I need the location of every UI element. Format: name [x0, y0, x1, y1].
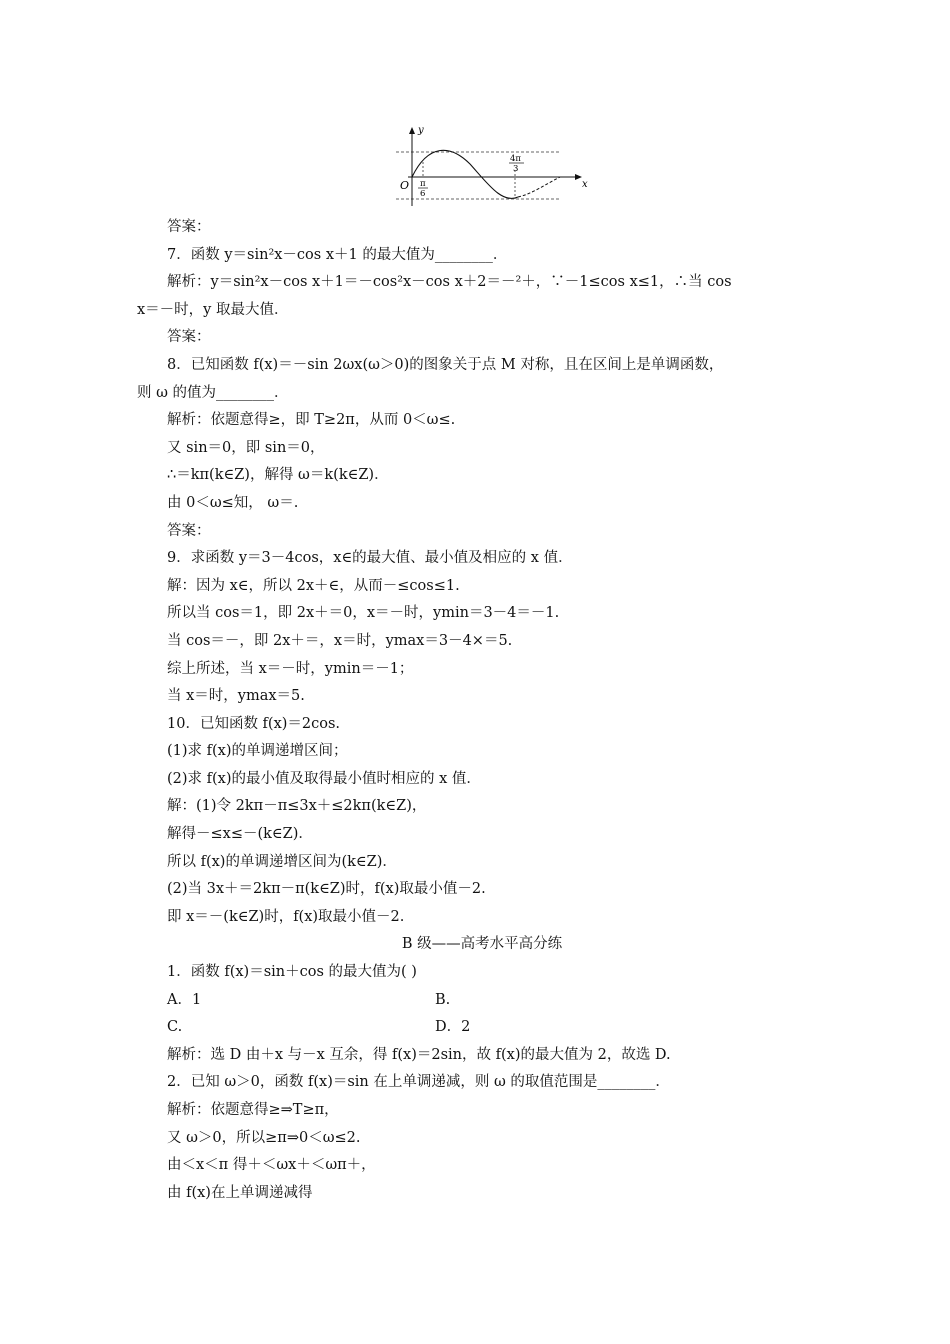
text-line: ∴＝kπ(k∈Z)，解得 ω＝k(k∈Z)．	[167, 467, 389, 484]
text-line: 所以当 cos＝1，即 2x＋＝0，x＝－时，ymin＝3－4＝－1.	[167, 605, 560, 622]
option-d: D．2	[435, 1019, 471, 1036]
option-b: B.	[435, 991, 451, 1008]
text-line: 10．已知函数 f(x)＝2cos.	[167, 715, 341, 732]
document-body	[137, 214, 827, 1207]
text-line: (2)当 3x＋＝2kπ－π(k∈Z)时，f(x)取最小值－2.	[167, 881, 486, 898]
text-line: 由 f(x)在上单调递减得	[167, 1184, 313, 1201]
text-line: 答案：	[167, 219, 211, 235]
text-line: 当 x＝时，ymax＝5.	[167, 688, 305, 705]
text-line: 9．求函数 y＝3－4cos，x∈的最大值、最小值及相应的 x 值．	[167, 550, 573, 567]
option-row-1	[137, 987, 827, 1015]
tick-pi-over-6-den: 6	[420, 189, 426, 199]
sine-curve-dashed	[518, 177, 560, 197]
sine-graph-figure	[392, 122, 592, 208]
option-a: A．1	[167, 991, 202, 1008]
y-axis-arrow	[409, 127, 415, 134]
section-title: B 级——高考水平高分练	[401, 936, 563, 953]
text-line: 解析：依题意得≥，即 T≥2π，从而 0＜ω≤.	[167, 412, 456, 429]
option-row-2	[137, 1014, 827, 1042]
tick-4pi-over-3-num: 4π	[510, 154, 521, 164]
origin-label: O	[400, 179, 410, 192]
text-line: 综上所述，当 x＝－时，ymin＝－1；	[167, 660, 414, 677]
text-line: 由＜x＜π 得＋＜ωx＋＜ωπ＋，	[167, 1157, 376, 1174]
option-c: C.	[167, 1019, 183, 1036]
text-line: 答案：	[167, 522, 211, 539]
text-line: 即 x＝－(k∈Z)时，f(x)取最小值－2.	[167, 908, 405, 925]
text-line: 当 cos＝－，即 2x＋＝，x＝时，ymax＝3－4×＝5.	[167, 632, 513, 649]
text-line: 则 ω 的值为________．	[137, 384, 289, 401]
text-line: 由 0＜ω≤知， ω＝.	[167, 494, 299, 511]
text-line: 2．已知 ω＞0，函数 f(x)＝sin 在上单调递减，则 ω 的取值范围是________．	[167, 1074, 670, 1091]
text-line: 所以 f(x)的单调递增区间为(k∈Z)．	[167, 853, 397, 870]
text-line: 解析：选 D 由＋x 与－x 互余，得 f(x)＝2sin，故 f(x)的最大值为 2，故选 D.	[167, 1046, 671, 1063]
text-line: 8．已知函数 f(x)＝－sin 2ωx(ω＞0)的图象关于点 M 对称，且在区间上是单调函数，	[167, 356, 724, 373]
problem-block-c	[137, 1042, 827, 1208]
sine-curve	[412, 150, 518, 198]
text-line: (1)求 f(x)的单调递增区间；	[167, 743, 348, 760]
problem-block-b	[137, 959, 827, 987]
text-line: 解：(1)令 2kπ－π≤3x＋≤2kπ(k∈Z)，	[167, 798, 427, 815]
x-axis-label: x	[582, 179, 588, 190]
text-line: 解析：依题意得≥⇒T≥π，	[167, 1102, 339, 1118]
text-line: 解析：y＝sin²x－cos x＋1＝－cos²x－cos x＋2＝－²＋，∵－1≤cos x≤1，∴当 cos	[167, 274, 732, 291]
text-line: 又 ω＞0，所以≥π⇒0＜ω≤2.	[167, 1129, 361, 1146]
problem-block-a	[137, 214, 827, 931]
text-line: 7．函数 y＝sin²x－cos x＋1 的最大值为________．	[167, 246, 508, 263]
tick-4pi-over-3-den: 3	[513, 164, 519, 174]
text-line: (2)求 f(x)的最小值及取得最小值时相应的 x 值．	[167, 770, 481, 787]
y-axis-label: y	[418, 125, 424, 136]
text-line: 1．函数 f(x)＝sin＋cos 的最大值为( )	[167, 964, 417, 981]
text-line: x＝－时，y 取最大值．	[137, 301, 289, 318]
text-line: 答案：	[167, 329, 211, 346]
text-line: 解得－≤x≤－(k∈Z)．	[167, 826, 313, 843]
text-line: 又 sin＝0，即 sin＝0，	[167, 439, 325, 456]
x-axis-arrow	[575, 174, 582, 180]
tick-pi-over-6-num: π	[420, 179, 426, 189]
text-line: 解：因为 x∈，所以 2x＋∈，从而－≤cos≤1.	[167, 577, 460, 594]
